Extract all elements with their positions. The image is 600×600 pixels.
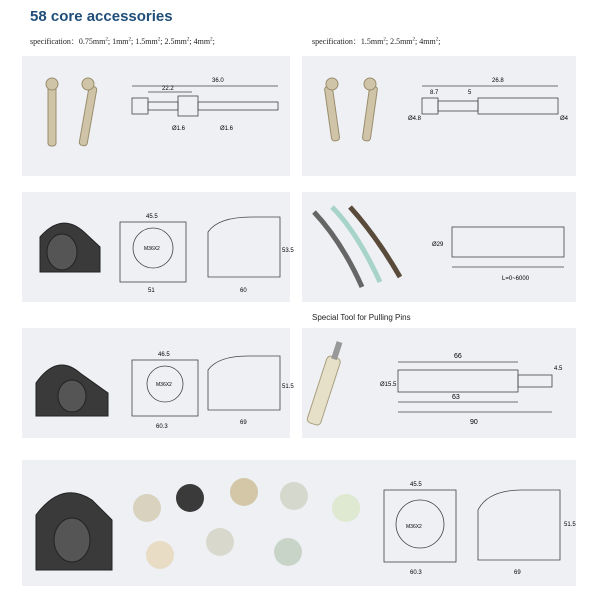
hood-small-height: 53.5: [282, 248, 294, 254]
hood-large-width: 45.5: [410, 482, 422, 488]
tool-drawing: [302, 328, 576, 438]
spec-left-1: 1mm: [112, 37, 129, 46]
female-pin-length: 26.8: [492, 78, 504, 84]
spec-left-2: 1.5mm: [135, 37, 158, 46]
hood-large-drawing: [22, 460, 576, 586]
hood-large-base: 60.3: [410, 570, 422, 576]
hood-large-side: 69: [514, 570, 521, 576]
hood-small-width: 45.5: [146, 214, 158, 220]
hood-small-drawing: [22, 192, 294, 302]
spec-left-0: 0.75mm: [78, 37, 106, 46]
spec-right: specification：$1.5mm^2$; $2.5mm^2$; $4mm^2$;: [312, 37, 441, 46]
spec-right-prefix: specification：: [312, 37, 361, 46]
spec-left-3: 2.5mm: [164, 37, 187, 46]
male-pin-d1: 22.2: [162, 86, 174, 92]
hood-small-base: 51: [148, 288, 155, 294]
hood-medium-base: 60.3: [156, 424, 168, 430]
hose-length: L=0~6000: [502, 276, 530, 282]
female-pin-drawing: [302, 56, 576, 176]
male-pin-length: 36.0: [212, 78, 224, 84]
hood-small-label: M36X2: [144, 246, 160, 252]
hood-medium-label: M36X2: [156, 382, 172, 388]
tool-dia: Ø15.5: [380, 382, 397, 388]
page-title: 58 core accessories: [30, 8, 173, 25]
hose-drawing: [302, 192, 576, 302]
male-pin-d3: Ø1.6: [220, 126, 234, 132]
panel-hood-medium: [22, 328, 294, 438]
female-pin-d4: Ø4.8: [408, 116, 422, 122]
panel-hood-small: [22, 192, 294, 302]
spec-right-1: 2.5mm: [390, 37, 413, 46]
panel-tool: [302, 328, 576, 438]
tool-tip: 4.5: [554, 366, 563, 372]
spec-left-prefix: specification：: [30, 37, 79, 46]
panel-hood-large: [22, 460, 576, 586]
hood-medium-width: 46.5: [158, 352, 170, 358]
tool-len-a: 66: [454, 353, 462, 360]
hood-small-side: 60: [240, 288, 247, 294]
male-pin-d2: Ø1.6: [172, 126, 186, 132]
panel-hose: [302, 192, 576, 302]
hood-medium-drawing: [22, 328, 294, 438]
hood-medium-side: 69: [240, 420, 247, 426]
tool-len-total: 90: [470, 419, 478, 426]
panel-male-pin: [22, 56, 290, 176]
hood-large-height: 51.5: [564, 522, 576, 528]
spec-right-0: 1.5mm: [360, 37, 384, 46]
spec-right-2: 4mm: [419, 37, 436, 46]
female-pin-d2: 5: [468, 90, 472, 96]
tool-title: Special Tool for Pulling Pins: [312, 313, 411, 322]
hood-color-variants: [133, 478, 360, 569]
male-pin-drawing: [22, 56, 290, 176]
hood-medium-height: 51.5: [282, 384, 294, 390]
tool-len-b: 63: [452, 394, 460, 401]
female-pin-d3: Ø4: [560, 116, 569, 122]
spec-left-4: 4mm: [193, 37, 211, 46]
hood-large-label: M36X2: [406, 524, 422, 530]
panel-female-pin: [302, 56, 576, 176]
hose-dia: Ø29: [432, 242, 444, 248]
spec-left: specification：$0.75mm^2$; $1mm^2$; $1.5mm^2$; $2.5mm^2$; $4mm^2$;: [30, 37, 215, 46]
female-pin-d1: 8.7: [430, 90, 439, 96]
